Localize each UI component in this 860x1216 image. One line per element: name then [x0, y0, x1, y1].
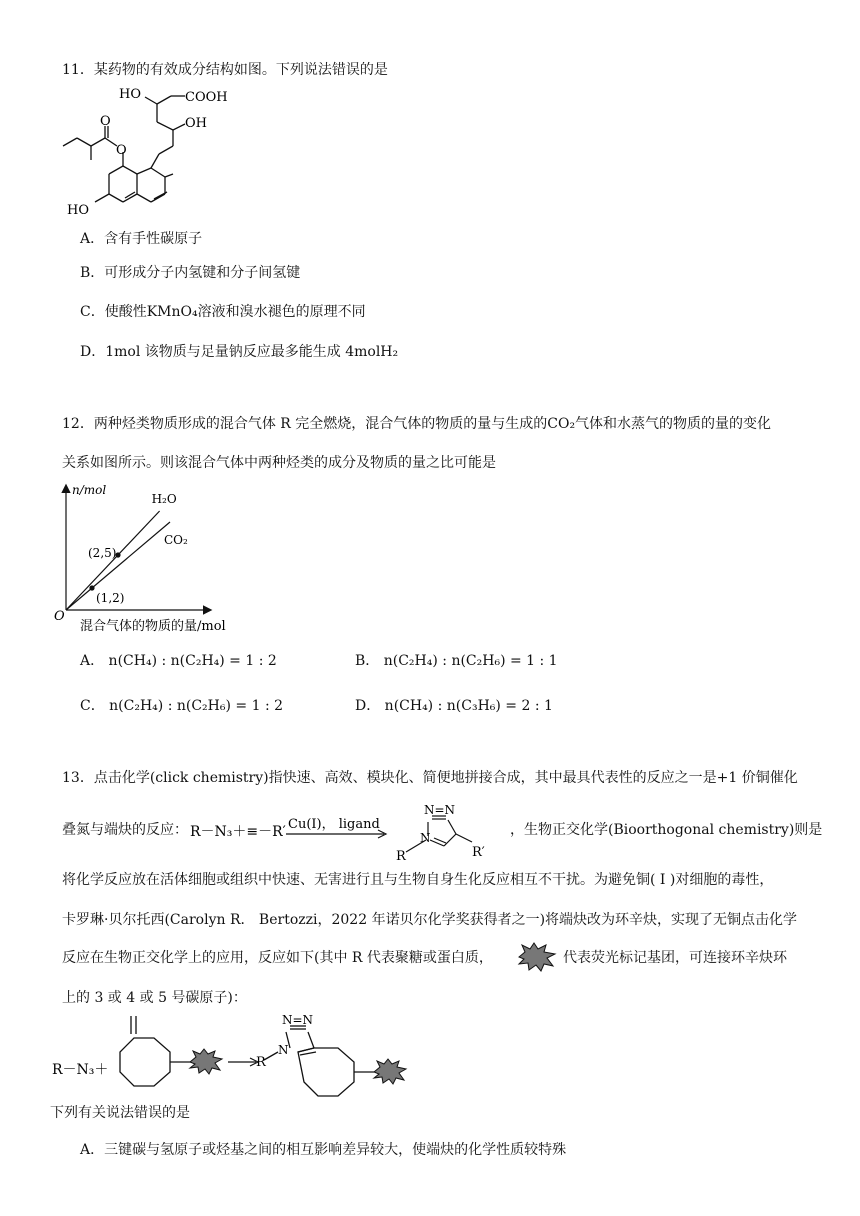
q12-stem-line1: 12．两种烃类物质形成的混合气体 R 完全燃烧，混合气体的物质的量与生成的CO₂气体和水蒸气的物质的量的变化 [62, 416, 772, 432]
eq2-triazole-n1: N [278, 1043, 289, 1057]
eq1-conditions: Cu(I)， ligand [288, 817, 380, 832]
eq1-triazole-n-top: N=N [424, 803, 456, 817]
q13-line2-left: 叠氮与端炔的反应： [62, 822, 188, 838]
eq2-product-fluorescent-tag-icon [374, 1059, 406, 1084]
q12-chart [52, 480, 252, 635]
eq1-product-r: R [396, 849, 406, 862]
q13-copper-free-equation [50, 1010, 430, 1115]
q13-option-a[interactable]: A．三键碳与氢原子或烃基之间的相互影响差异较大，使端炔的化学性质较特殊 [80, 1142, 567, 1158]
q11-option-b[interactable]: B．可形成分子内氢键和分子间氢键 [80, 265, 301, 281]
eq2-reactant-fluorescent-tag-icon [190, 1049, 222, 1074]
chart-x-label: 混合气体的物质的量/mol [80, 619, 226, 634]
eq2-triazole-n-top: N=N [282, 1013, 314, 1027]
series-point-label-0: (2,5) [88, 546, 117, 560]
q11-structure [55, 82, 255, 222]
eq1-product-rp: R′ [472, 845, 485, 860]
q11-label-o-carbonyl: O [100, 114, 111, 129]
q13-line1: 13．点击化学(click chemistry)指快速、高效、模块化、简便地拼接合成，其中最具代表性的反应之一是+1 价铜催化 [62, 770, 798, 786]
q13-line3: 将化学反应放在活体细胞或组织中快速、无害进行且与生物自身生化反应相互不干扰。为避免铜( Ⅰ )对细胞的毒性， [62, 872, 774, 888]
eq2-product-r: R [256, 1055, 266, 1070]
series-name-0: H₂O [151, 492, 177, 506]
q12-stem-line2: 关系如图所示。则该混合气体中两种烃类的成分及物质的量之比可能是 [62, 455, 496, 471]
fluorescent-tag-icon [517, 942, 557, 972]
q13-line6: 上的 3 或 4 或 5 号碳原子)： [62, 990, 247, 1006]
q11-label-o-ester: O [116, 143, 127, 158]
eq1-triazole-n1: N [420, 831, 431, 845]
chart-y-label: n/mol [72, 483, 107, 497]
eq2-reactant-azide: R－N₃＋ [52, 1062, 109, 1078]
q13-line5-right: 代表荧光标记基团，可连接环辛炔环 [563, 950, 787, 966]
q13-line5-left: 反应在生物正交化学上的应用，反应如下(其中 R 代表聚糖或蛋白质， [62, 950, 493, 966]
q11-option-a[interactable]: A．含有手性碳原子 [80, 231, 203, 247]
q13-question: 下列有关说法错误的是 [50, 1105, 190, 1121]
q12-option-a[interactable]: A． n(CH₄) : n(C₂H₄) = 1 : 2 [80, 653, 277, 669]
q11-option-c[interactable]: C．使酸性KMnO₄溶液和溴水褪色的原理不同 [80, 304, 366, 320]
q12-option-d[interactable]: D． n(CH₄) : n(C₃H₆) = 2 : 1 [355, 698, 553, 714]
series-point-1 [89, 585, 94, 590]
chart-origin-label: O [54, 609, 65, 624]
q11-label-ho-top: HO [119, 87, 141, 102]
q11-label-cooh: COOH [185, 90, 228, 105]
q13-cuaac-equation [188, 800, 518, 862]
q12-option-c[interactable]: C． n(C₂H₄) : n(C₂H₆) = 1 : 2 [80, 698, 284, 714]
series-name-1: CO₂ [164, 533, 188, 547]
q11-label-ho-bottom: HO [67, 203, 89, 218]
q11-stem: 11．某药物的有效成分结构如图。下列说法错误的是 [62, 62, 388, 78]
q12-option-b[interactable]: B． n(C₂H₄) : n(C₂H₆) = 1 : 1 [355, 653, 558, 669]
q11-label-oh: OH [185, 116, 207, 131]
series-point-label-1: (1,2) [96, 591, 125, 605]
q13-line2-right: ，生物正交化学(Bioorthogonal chemistry)则是 [510, 822, 823, 838]
q11-option-d[interactable]: D．1mol 该物质与足量钠反应最多能生成 4molH₂ [80, 344, 399, 360]
q13-line4: 卡罗琳·贝尔托西(Carolyn R． Bertozzi，2022 年诺贝尔化学奖获得者之一)将端炔改为环辛炔，实现了无铜点击化学 [62, 912, 798, 928]
eq1-reactants: R－N₃＋≡－R′ [190, 824, 286, 840]
